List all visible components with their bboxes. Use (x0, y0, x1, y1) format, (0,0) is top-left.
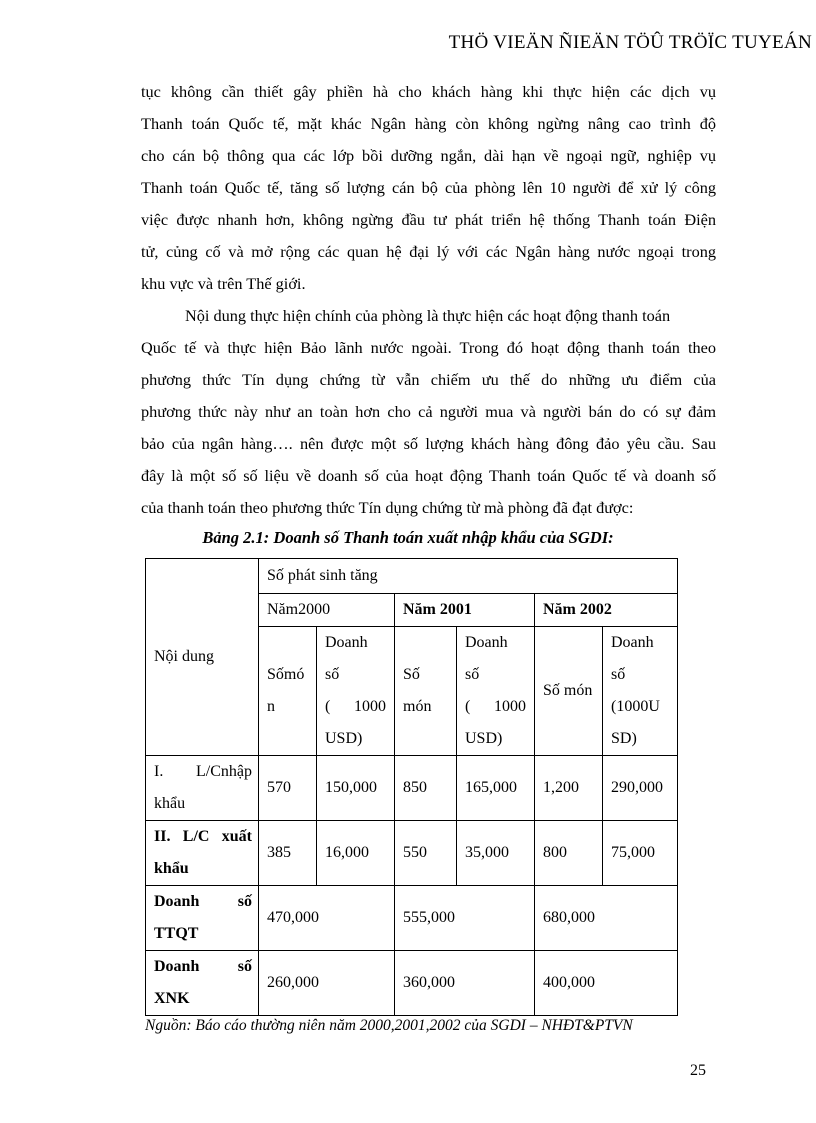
col-header-count-2001 (395, 627, 457, 756)
year-header-2000: Năm2000 (259, 594, 395, 627)
page-number: 25 (690, 1062, 706, 1079)
table-cell: 400,000 (535, 951, 678, 1016)
text-line: phương thức này như an toàn hơn cho cả người mua và người bán do có sự đảm (141, 402, 716, 421)
table-cell: 555,000 (395, 886, 535, 951)
header-line: (1000U (611, 698, 660, 715)
header-line: Số (403, 666, 420, 683)
header-line: n (267, 698, 275, 715)
text-line: khu vực và trên Thế giới. (141, 274, 306, 293)
header-line: Doanh (325, 634, 368, 651)
text-line: Thanh toán Quốc tế, mặt khác Ngân hàng còn không ngừng nâng cao trình độ (141, 114, 716, 133)
header-line: số (465, 666, 480, 683)
table-cell: 260,000 (259, 951, 395, 1016)
table-cell: 385 (259, 821, 317, 886)
paragraph-1 (141, 76, 716, 300)
table-cell: 800 (535, 821, 603, 886)
table-source-note: Nguồn: Báo cáo thường niên năm 2000,2001,2002 của SGDI – NHĐT&PTVN (145, 1017, 633, 1034)
header-line: món (403, 698, 432, 715)
table-cell: 75,000 (603, 821, 678, 886)
table-row (146, 756, 678, 821)
table-cell: 1,200 (535, 756, 603, 821)
table-cell: 150,000 (317, 756, 395, 821)
table-row (146, 951, 678, 1016)
text-line: của thanh toán theo phương thức Tín dụng chứng từ mà phòng đã đạt được: (141, 498, 634, 517)
col-header-count-2000 (259, 627, 317, 756)
table-cell: 680,000 (535, 886, 678, 951)
header-line (465, 691, 534, 723)
table-cell: 850 (395, 756, 457, 821)
year-header-2001: Năm 2001 (395, 594, 535, 627)
table-cell: 360,000 (395, 951, 535, 1016)
text-line: tử, củng cố và mở rộng các quan hệ đại lý với các Ngân hàng nước ngoại trong (141, 242, 716, 261)
table-caption: Bảng 2.1: Doanh số Thanh toán xuất nhập khẩu của SGDI: (202, 528, 614, 547)
group-header-cell: Số phát sinh tăng (259, 559, 678, 594)
text-line: Quốc tế và thực hiện Bảo lãnh nước ngoài. Trong đó hoạt động thanh toán theo (141, 338, 716, 357)
col-header-revenue-2000 (317, 627, 395, 756)
text-line: việc được nhanh hơn, không ngừng đầu tư phát triển hệ thống Thanh toán Điện (141, 210, 716, 229)
header-word: 1000 (494, 698, 526, 715)
year-header-2002: Năm 2002 (535, 594, 678, 627)
header-word: ( (465, 698, 471, 715)
col-header-revenue-2001 (457, 627, 535, 756)
text-line: cho cán bộ thông qua các lớp bồi dưỡng ngắn, dài hạn về ngoại ngữ, nghiệp vụ (141, 146, 716, 165)
text-line: tục không cần thiết gây phiền hà cho khách hàng khi thực hiện các dịch vụ (141, 82, 716, 101)
body-text (141, 76, 716, 524)
table-row (146, 821, 678, 886)
row-label: I. L/Cnhập khẩu (146, 756, 259, 821)
table-cell: 470,000 (259, 886, 395, 951)
row-label: II. L/C xuất khẩu (146, 821, 259, 886)
table-cell: 165,000 (457, 756, 535, 821)
table-row (146, 886, 678, 951)
text-line: phương thức Tín dụng chứng từ vẫn chiếm ưu thế do những ưu điểm của (141, 370, 716, 389)
table-cell: 550 (395, 821, 457, 886)
text-line: đây là một số số liệu về doanh số của hoạt động Thanh toán Quốc tế và doanh số (141, 466, 716, 485)
header-line: USD) (465, 730, 503, 747)
row-label: Doanh số TTQT (146, 886, 259, 951)
page-header-title: THÖ VIEÄN ÑIEÄN TÖÛ TRÖÏC TUYEÁN (448, 32, 812, 53)
header-line: SD) (611, 730, 637, 747)
header-word: 1000 (354, 698, 386, 715)
col-header-count-2002: Số món (535, 627, 603, 756)
header-line: số (611, 666, 626, 683)
header-line: USD) (325, 730, 363, 747)
header-word: ( (325, 698, 331, 715)
header-line: Doanh (465, 634, 508, 651)
revenue-table (145, 558, 678, 1016)
text-line: bảo của ngân hàng…. nên được một số lượng khách hàng đông đảo yêu cầu. Sau (141, 434, 716, 453)
text-line: Nội dung thực hiện chính của phòng là thực hiện các hoạt động thanh toán (185, 306, 671, 325)
paragraph-2 (141, 300, 716, 524)
header-line: Sốmó (267, 666, 305, 683)
header-line: số (325, 666, 340, 683)
table-cell: 16,000 (317, 821, 395, 886)
table-cell: 35,000 (457, 821, 535, 886)
row-label: Doanh số XNK (146, 951, 259, 1016)
row-header-cell: Nội dung (146, 559, 259, 756)
table-cell: 570 (259, 756, 317, 821)
header-line: Doanh (611, 634, 654, 651)
header-line (325, 691, 394, 723)
table-cell: 290,000 (603, 756, 678, 821)
text-line: Thanh toán Quốc tế, tăng số lượng cán bộ của phòng lên 10 người để xử lý công (141, 178, 716, 197)
col-header-revenue-2002 (603, 627, 678, 756)
